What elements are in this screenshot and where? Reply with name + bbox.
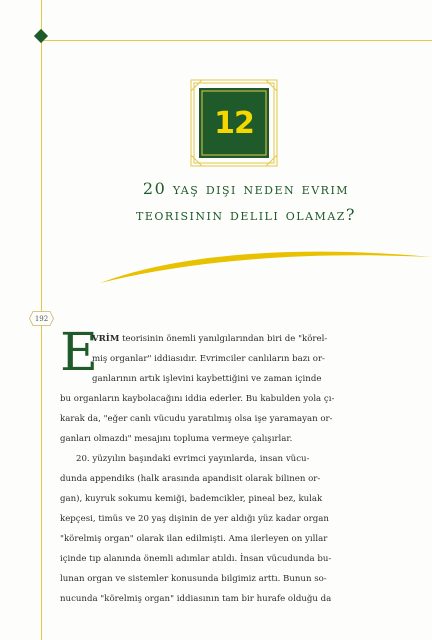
chapter-title-line2: teorisinin delili olamaz? xyxy=(135,205,356,224)
body-line: miş organlar" iddiasıdır. Evrimciler canlıların bazı or- xyxy=(92,354,325,364)
body-line: gan), kuyruk sokumu kemiği, bademcikler, pineal bez, kulak xyxy=(60,494,323,504)
body-line: ganları olmazdı" mesajını topluma vermeye çalışırlar. xyxy=(60,434,293,444)
body-line: nucunda "körelmiş organ" iddiasının tam bir hurafe olduğu da xyxy=(60,594,332,604)
page-number: 192 xyxy=(34,314,49,323)
chapter-number: 12 xyxy=(214,105,254,141)
body-line: dunda appendiks (halk arasında apandisit olarak bilinen or- xyxy=(60,474,321,484)
lead-word: VRİM xyxy=(92,334,120,344)
drop-cap: E xyxy=(60,323,98,383)
body-line: karak da, "eğer canlı vücudu yaratılmış olsa işe yaramayan or- xyxy=(60,414,333,424)
body-line: ganlarının artık işlevini kaybettiğini ve zaman içinde xyxy=(92,374,322,384)
chapter-title-line1: 20 yaş dişi neden evrim xyxy=(142,179,350,198)
body-line: "körelmiş organ" olarak ilan edilmişti. Ama ilerleyen on yıllar xyxy=(60,534,328,544)
body-line: kepçesi, timüs ve 20 yaş dişinin de yer aldığı yüz kadar organ xyxy=(60,514,329,524)
header-horizontal-rule xyxy=(41,40,432,41)
body-line: bu organların kaybolacağını iddia ederler. Bu kabulden yola çı- xyxy=(60,394,335,404)
body-line: VRİM teorisinin önemli yanılgılarından biri de "körel- xyxy=(92,334,328,344)
body-line: 20. yüzyılın başındaki evrimci yayınlarda, insan vücu- xyxy=(76,454,310,464)
body-line: içinde tıp alanında önemli adımlar atıldı. İnsan vücudunda bu- xyxy=(60,554,332,564)
decorative-swoosh xyxy=(100,247,432,287)
body-line: lunan organ ve sistemler konusunda bilgimiz arttı. Bunun so- xyxy=(60,574,327,584)
